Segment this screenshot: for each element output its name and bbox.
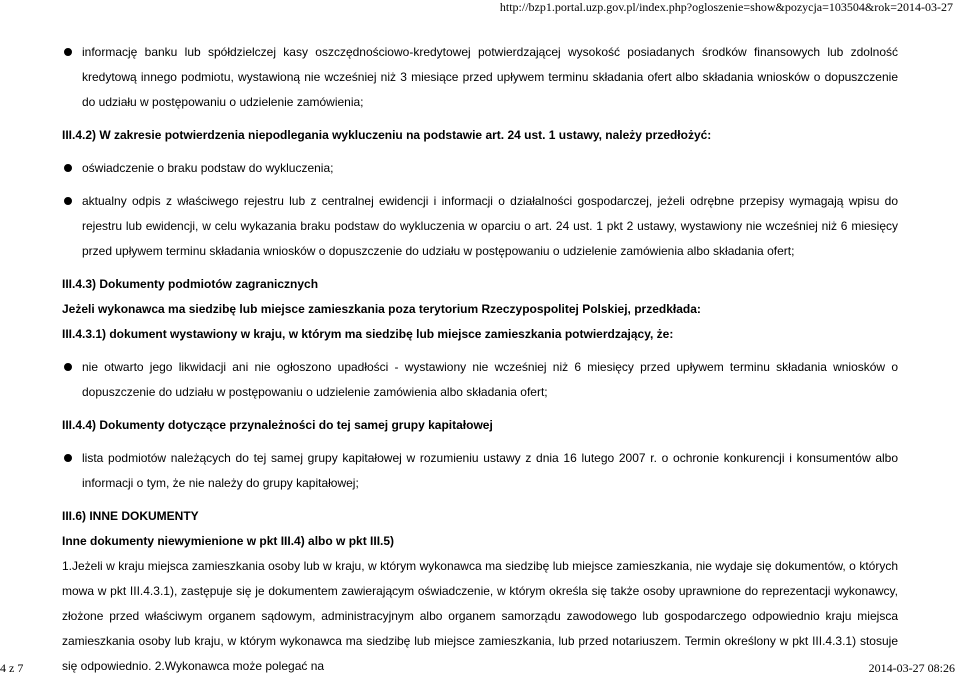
list-item: [62, 355, 898, 405]
section-heading-iii-4-3-1: III.4.3.1) dokument wystawiony w kraju, w którym ma siedzibę lub miejsce zamieszkania potwierdzający, że:: [62, 327, 674, 341]
print-header-url: http://bzp1.portal.uzp.gov.pl/index.php?ogloszenie=show&pozycja=103504&rok=2014-03-27: [499, 0, 953, 14]
list-item-text: aktualny odpis z właściwego rejestru lub z centralnej ewidencji i informacji o działalności gospodarczej, jeżeli odrębne przepisy wymagają wpisu do rejestru lub ewidencji, w celu wykazania braku podstaw do wykluczenia w oparciu o art. 24 ust. 1 pkt 2 ustawy, wystawiony nie wcześniej niż 6 miesięcy przed upływem terminu składania wniosków o dopuszczenie do udziału w postępowaniu o udzielenie zamówienia albo składania ofert;: [82, 194, 898, 258]
list-item: [62, 446, 898, 496]
section-heading-iii-4-2: III.4.2) W zakresie potwierdzenia niepodlegania wykluczeniu na podstawie art. 24 ust. 1 ustawy, należy przedłożyć:: [62, 128, 712, 142]
bullet-icon: [64, 164, 72, 172]
subheading-other-documents: Inne dokumenty niewymienione w pkt III.4) albo w pkt III.5): [62, 534, 395, 548]
list-item-text: nie otwarto jego likwidacji ani nie ogłoszono upadłości - wystawiony nie wcześniej niż 6 miesięcy przed upływem terminu składania wniosków o dopuszczenie do udziału w postępowaniu o udzielenie zamówienia albo składania ofert;: [82, 360, 898, 399]
list-item: [62, 189, 898, 264]
list-item-text: oświadczenie o braku podstaw do wykluczenia;: [82, 161, 334, 175]
bullet-icon: [64, 454, 72, 462]
footer-page-number: 4 z 7: [0, 661, 24, 675]
footer-datetime: 2014-03-27 08:26: [868, 661, 955, 675]
subheading-foreign: Jeżeli wykonawca ma siedzibę lub miejsce zamieszkania poza terytorium Rzeczypospolitej Polskiej, przedkłada:: [62, 302, 701, 316]
section-heading-iii-6: III.6) INNE DOKUMENTY: [62, 509, 199, 523]
list-item-text: informację banku lub spółdzielczej kasy oszczędnościowo-kredytowej potwierdzającej wysokość posiadanych środków finansowych lub zdolność kredytową innego podmiotu, wystawioną nie wcześniej niż 3 miesiące przed upływem terminu składania ofert albo składania wniosków o dopuszczenie do udziału w postępowaniu o udzielenie zamówienia;: [82, 45, 898, 109]
list-item: [62, 156, 898, 181]
bullet-icon: [64, 197, 72, 205]
section-heading-iii-4-3: III.4.3) Dokumenty podmiotów zagranicznych: [62, 277, 319, 291]
list-item-text: lista podmiotów należących do tej samej grupy kapitałowej w rozumieniu ustawy z dnia 16 lutego 2007 r. o ochronie konkurencji i konsumentów albo informacji o tym, że nie należy do grupy kapitałowej;: [82, 451, 898, 490]
document-body: [62, 40, 898, 679]
list-item: [62, 40, 898, 115]
bullet-icon: [64, 363, 72, 371]
section-heading-iii-4-4: III.4.4) Dokumenty dotyczące przynależności do tej samej grupy kapitałowej: [62, 418, 493, 432]
paragraph-other-documents: 1.Jeżeli w kraju miejsca zamieszkania osoby lub w kraju, w którym wykonawca ma siedzibę lub miejsce zamieszkania, nie wydaje się dokumentów, o których mowa w pkt III.4.3.1), zastępuje się je dokumentem zawierającym oświadczenie, w którym określa się także osoby uprawnione do reprezentacji wykonawcy, złożone przed właściwym organem sądowym, administracyjnym albo organem samorządu zawodowego lub gospodarczego odpowiednio kraju miejsca zamieszkania osoby lub kraju, w którym wykonawca ma siedzibę lub miejsce zamieszkania, lub przed notariuszem. Termin określony w pkt III.4.3.1) stosuje się odpowiednio. 2.Wykonawca może polegać na: [62, 559, 898, 673]
bullet-icon: [64, 48, 72, 56]
